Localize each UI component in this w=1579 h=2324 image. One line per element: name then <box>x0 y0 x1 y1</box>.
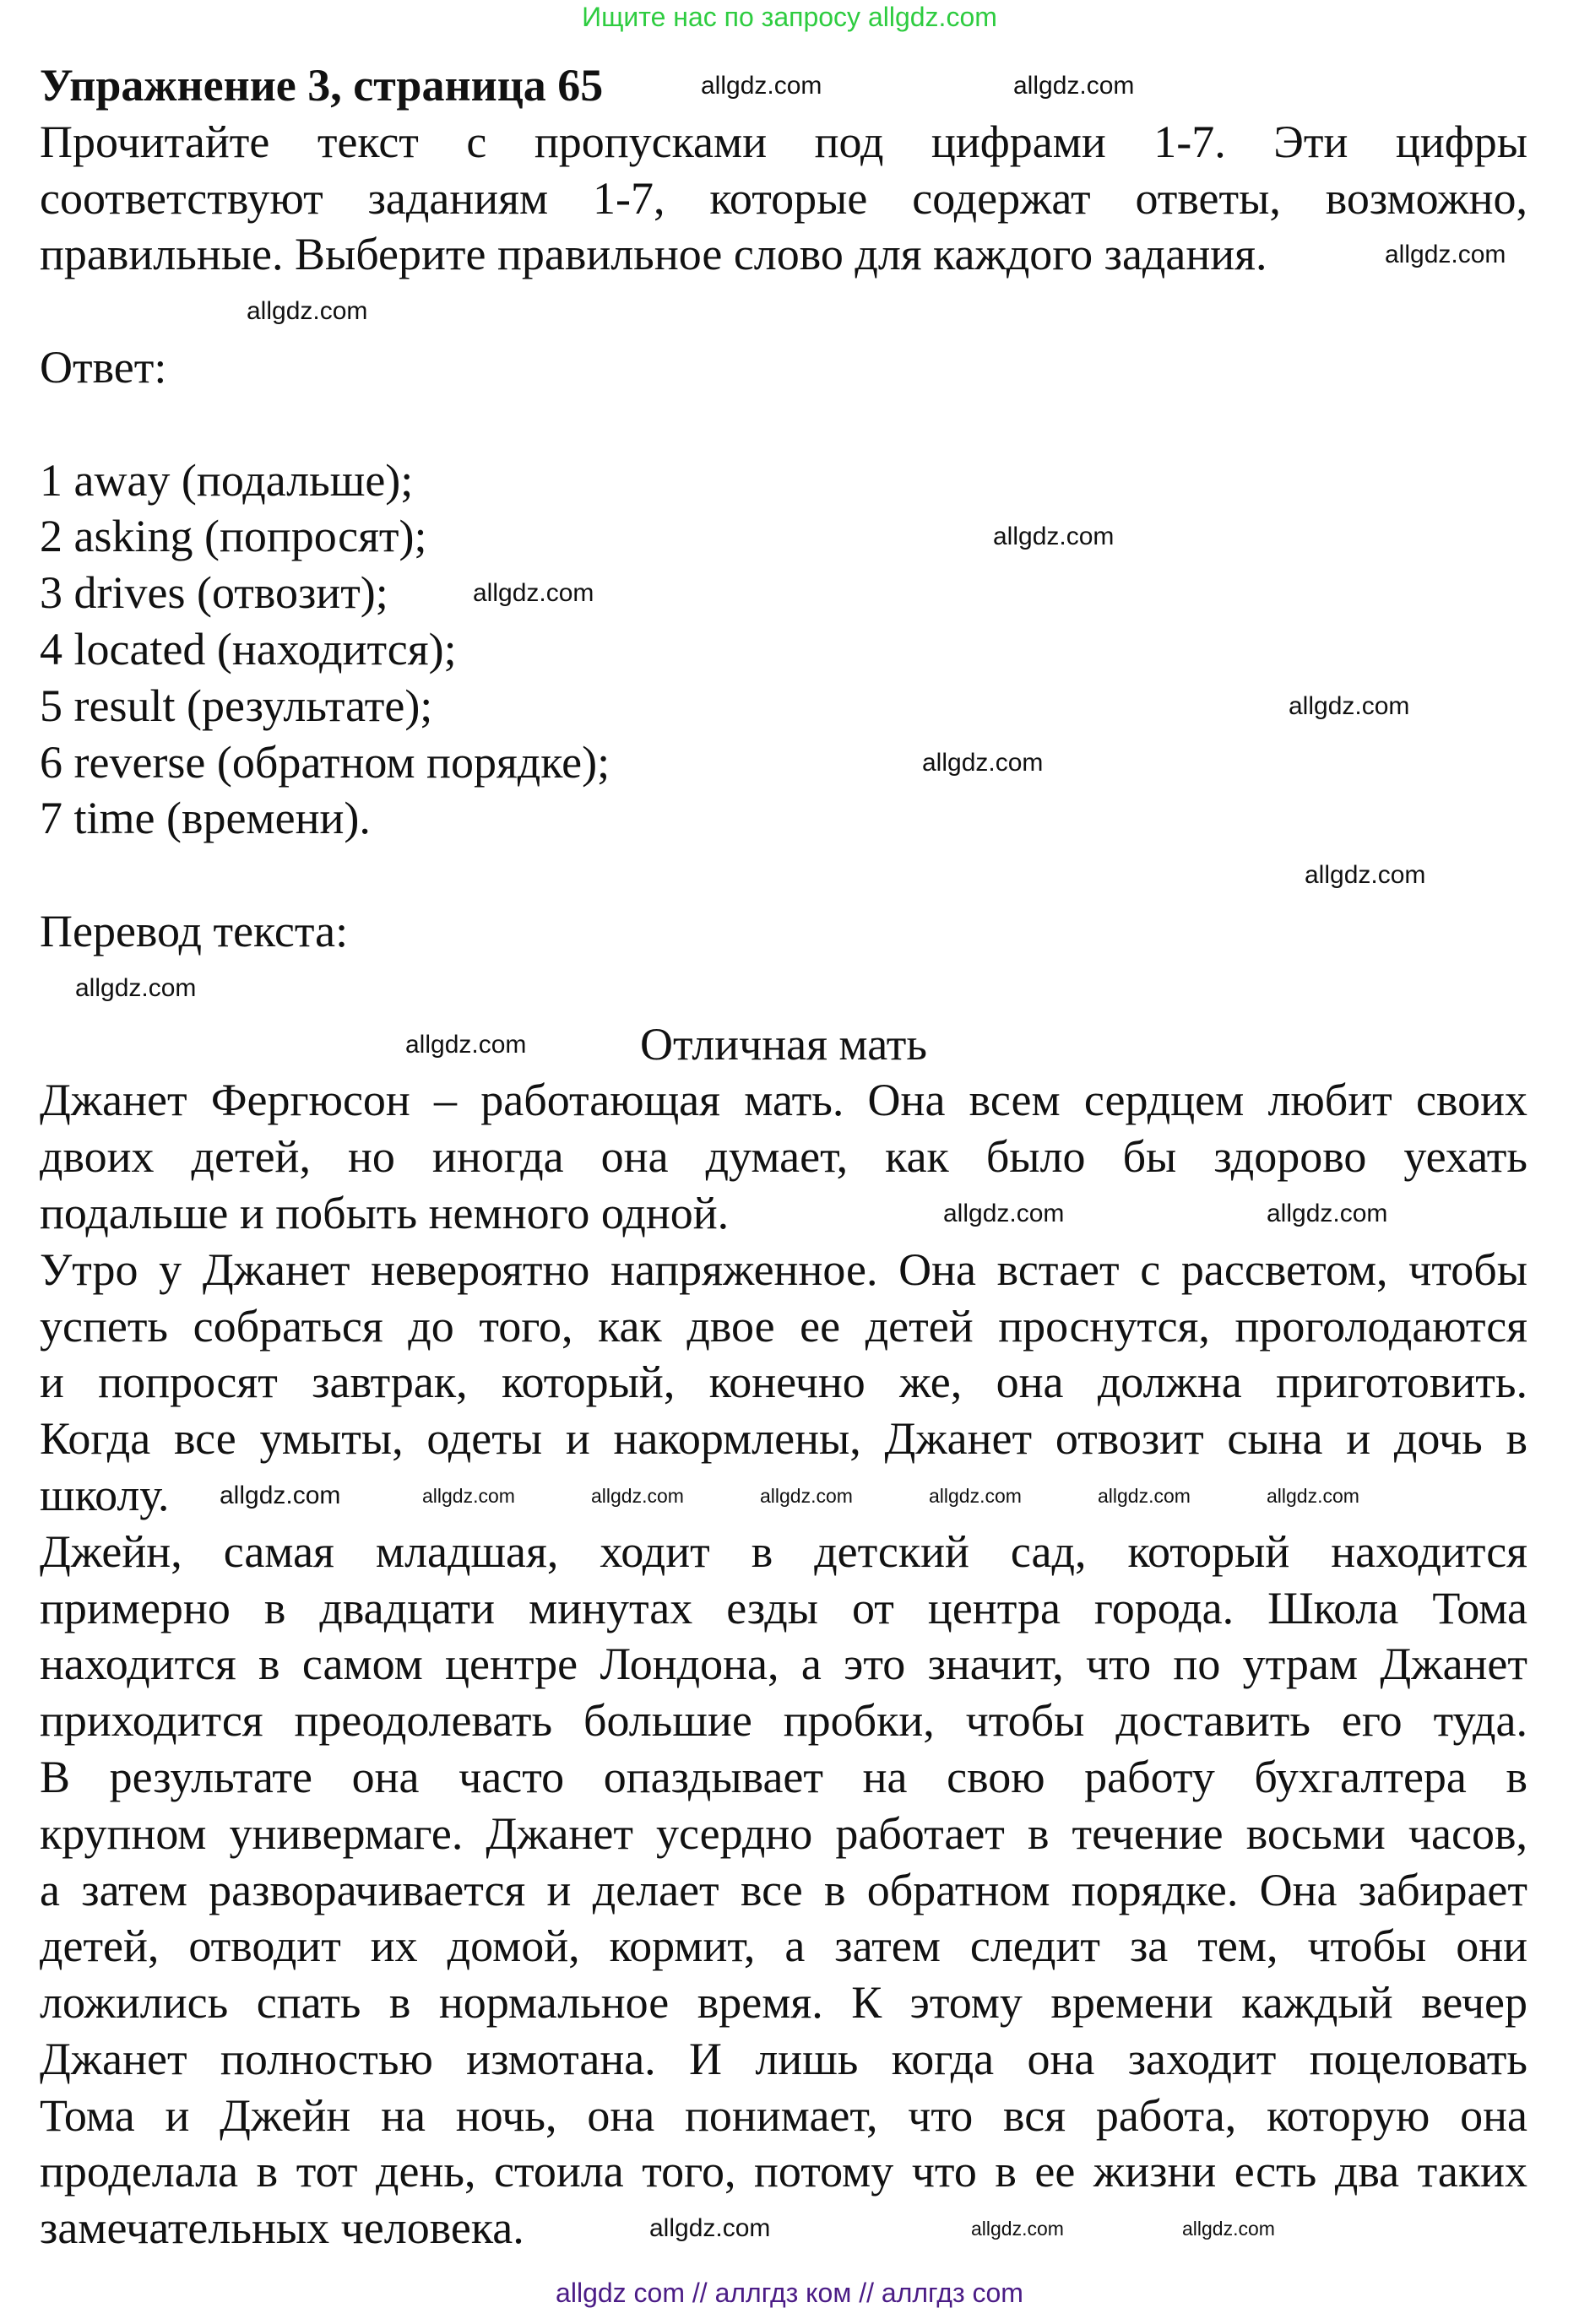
answer-item: 6 reverse (обратном порядке); <box>40 736 610 788</box>
story-text-line: Утро у Джанет невероятно напряженное. Она встает с рассветом, чтобы <box>40 1243 1527 1295</box>
story-text-line: успеть собраться до того, как двое ее детей проснутся, проголодаются <box>40 1300 1527 1352</box>
watermark-text: allgdz.com <box>1013 72 1135 100</box>
story-text-line: ложились спать в нормальное время. К этому времени каждый вечер <box>40 1977 1527 2029</box>
story-text-line: находится в самом центре Лондона, а это значит, что по утрам Джанет <box>40 1639 1527 1690</box>
blank-line <box>40 960 1527 1016</box>
exercise-content <box>40 57 1527 2256</box>
watermark-text: allgdz.com <box>971 2218 1064 2240</box>
answer-item: 4 located (находится); <box>40 623 457 674</box>
watermark-text: allgdz.com <box>922 749 1044 777</box>
story-text-line: школу. <box>40 1469 170 1520</box>
story-text-line: Джанет Фергюсон – работающая мать. Она всем сердцем любит своих <box>40 1075 1527 1126</box>
watermark-text: allgdz.com <box>1305 861 1426 889</box>
answer-item: 2 asking (попросят); <box>40 511 427 562</box>
story-text-line: Тома и Джейн на ночь, она понимает, что вся работа, которую она <box>40 2089 1527 2141</box>
story-text-line: В результате она часто опаздывает на свою работу бухгалтера в <box>40 1751 1527 1802</box>
search-hint-banner: Ищите нас по запросу allgdz.com <box>582 2 997 32</box>
watermark-text: allgdz.com <box>247 297 368 325</box>
story-text-line: замечательных человека. <box>40 2202 524 2254</box>
task-text-line: правильные. Выберите правильное слово для каждого задания. <box>40 229 1267 280</box>
answer-item: 1 away (подальше); <box>40 454 414 506</box>
watermark-text: allgdz.com <box>943 1200 1065 1227</box>
watermark-text: allgdz.com <box>1267 1200 1388 1227</box>
watermark-text: allgdz.com <box>701 72 822 100</box>
watermark-text: allgdz.com <box>75 974 197 1002</box>
story-text-line: подальше и побыть немного одной. <box>40 1187 730 1238</box>
watermark-text: allgdz.com <box>1182 2218 1275 2240</box>
story-text-line: проделала в тот день, стоила того, потому что в ее жизни есть два таких <box>40 2146 1527 2197</box>
story-text-line: Джейн, самая младшая, ходит в детский сад, который находится <box>40 1525 1527 1577</box>
answer-item: 7 time (времени). <box>40 793 371 844</box>
blank-line <box>40 396 1527 452</box>
translation-label: Перевод текста: <box>40 905 349 956</box>
story-text-line: детей, отводит их домой, кормит, а затем следит за тем, чтобы они <box>40 1920 1527 1972</box>
story-text-line: Джанет полностью измотана. И лишь когда она заходит поцеловать <box>40 2033 1527 2084</box>
watermark-text: allgdz.com <box>220 1482 341 1509</box>
watermark-text: allgdz.com <box>405 1031 527 1059</box>
answer-item: 5 result (результате); <box>40 680 433 731</box>
watermark-text: allgdz.com <box>1098 1485 1191 1507</box>
watermark-text: allgdz.com <box>1267 1485 1359 1507</box>
watermark-text: allgdz.com <box>929 1485 1022 1507</box>
watermark-text: allgdz.com <box>1289 692 1410 720</box>
answer-item: 3 drives (отвозит); <box>40 567 388 619</box>
watermark-text: allgdz.com <box>1385 241 1506 268</box>
watermark-text: allgdz.com <box>649 2214 771 2242</box>
task-text-line: соответствуют заданиям 1-7, которые содержат ответы, возможно, <box>40 172 1527 224</box>
watermark-text: allgdz.com <box>993 523 1115 550</box>
exercise-title: Упражнение 3, страница 65 <box>40 60 604 111</box>
story-text-line: двоих детей, но иногда она думает, как было бы здорово уехать <box>40 1131 1527 1183</box>
story-text-line: приходится преодолевать большие пробки, чтобы доставить его туда. <box>40 1695 1527 1747</box>
watermark-text: allgdz.com <box>760 1485 853 1507</box>
story-text-line: Когда все умыты, одеты и накормлены, Джанет отвозит сына и дочь в <box>40 1413 1527 1465</box>
answer-label: Ответ: <box>40 341 167 393</box>
story-text-line: а затем разворачивается и делает все в обратном порядке. Она забирает <box>40 1864 1527 1915</box>
story-text-line: и попросят завтрак, который, конечно же, она должна приготовить. <box>40 1357 1527 1408</box>
story-title: Отличная мать <box>639 1018 928 1070</box>
story-text-line: крупном универмаге. Джанет усердно работает в течение восьми часов, <box>40 1807 1527 1859</box>
story-text-line: примерно в двадцати минутах езды от центра города. Школа Тома <box>40 1582 1527 1633</box>
footer-links[interactable]: allgdz com // аллгдз ком // аллгдз com <box>556 2278 1023 2308</box>
watermark-text: allgdz.com <box>473 579 594 607</box>
watermark-text: allgdz.com <box>591 1485 684 1507</box>
watermark-text: allgdz.com <box>422 1485 515 1507</box>
task-text-line: Прочитайте текст с пропусками под цифрами 1-7. Эти цифры <box>40 116 1527 167</box>
